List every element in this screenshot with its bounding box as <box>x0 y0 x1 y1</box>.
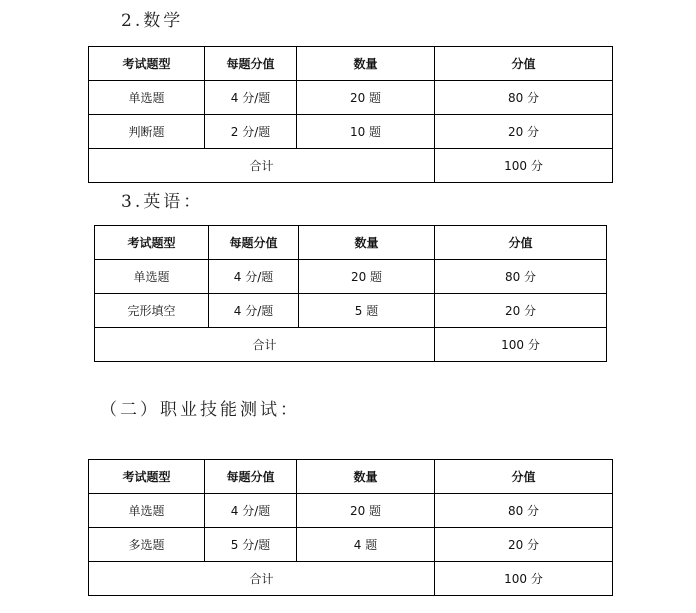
section-heading-vocational: （二）职业技能测试： <box>100 400 300 420</box>
column-header-type: 考试题型 <box>95 226 209 260</box>
vocational-score-table <box>88 459 613 596</box>
cell-type: 判断题 <box>89 115 205 149</box>
column-header-score: 分值 <box>435 47 613 81</box>
cell-total-label: 合计 <box>89 149 435 183</box>
english-score-table <box>94 225 607 362</box>
table-row <box>89 81 613 115</box>
cell-per-score: 4 分/题 <box>205 81 297 115</box>
section-heading-math: 2.数学 <box>121 11 184 31</box>
cell-count: 20 题 <box>299 260 435 294</box>
cell-count: 10 题 <box>297 115 435 149</box>
cell-per-score: 4 分/题 <box>209 294 299 328</box>
column-header-score: 分值 <box>435 460 613 494</box>
cell-score: 20 分 <box>435 294 607 328</box>
table-row <box>95 294 607 328</box>
cell-count: 20 题 <box>297 494 435 528</box>
cell-per-score: 4 分/题 <box>209 260 299 294</box>
section-heading-english: 3.英语： <box>121 192 204 212</box>
table-row <box>89 494 613 528</box>
column-header-per-score: 每题分值 <box>209 226 299 260</box>
cell-total-value: 100 分 <box>435 328 607 362</box>
table-header-row <box>95 226 607 260</box>
column-header-per-score: 每题分值 <box>205 47 297 81</box>
cell-type: 单选题 <box>89 494 205 528</box>
cell-total-label: 合计 <box>95 328 435 362</box>
cell-total-label: 合计 <box>89 562 435 596</box>
column-header-type: 考试题型 <box>89 460 205 494</box>
column-header-count: 数量 <box>299 226 435 260</box>
cell-count: 5 题 <box>299 294 435 328</box>
column-header-score: 分值 <box>435 226 607 260</box>
column-header-count: 数量 <box>297 460 435 494</box>
column-header-type: 考试题型 <box>89 47 205 81</box>
table-total-row <box>95 328 607 362</box>
table-row <box>95 260 607 294</box>
cell-type: 单选题 <box>89 81 205 115</box>
table-row <box>89 528 613 562</box>
column-header-count: 数量 <box>297 47 435 81</box>
cell-per-score: 5 分/题 <box>205 528 297 562</box>
cell-score: 80 分 <box>435 494 613 528</box>
table-header-row <box>89 460 613 494</box>
cell-score: 20 分 <box>435 528 613 562</box>
cell-score: 20 分 <box>435 115 613 149</box>
cell-type: 多选题 <box>89 528 205 562</box>
cell-count: 4 题 <box>297 528 435 562</box>
cell-score: 80 分 <box>435 260 607 294</box>
cell-total-value: 100 分 <box>435 149 613 183</box>
cell-count: 20 题 <box>297 81 435 115</box>
cell-per-score: 2 分/题 <box>205 115 297 149</box>
table-header-row <box>89 47 613 81</box>
cell-per-score: 4 分/题 <box>205 494 297 528</box>
table-total-row <box>89 149 613 183</box>
cell-type: 单选题 <box>95 260 209 294</box>
cell-total-value: 100 分 <box>435 562 613 596</box>
column-header-per-score: 每题分值 <box>205 460 297 494</box>
table-row <box>89 115 613 149</box>
cell-score: 80 分 <box>435 81 613 115</box>
math-score-table <box>88 46 613 183</box>
cell-type: 完形填空 <box>95 294 209 328</box>
table-total-row <box>89 562 613 596</box>
